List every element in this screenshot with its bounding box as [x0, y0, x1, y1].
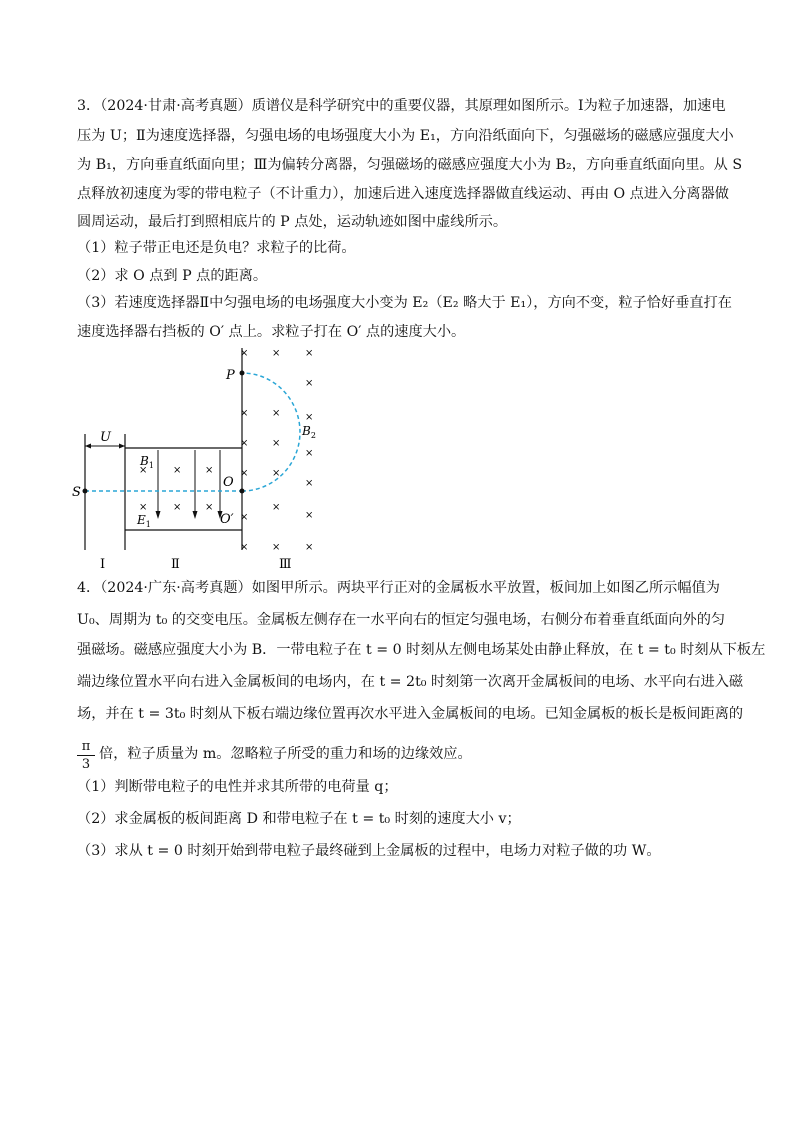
- fraction-numerator: π: [81, 739, 91, 754]
- circular-trajectory: [242, 373, 300, 491]
- point-s: [83, 489, 88, 494]
- q4-subq-2: （2）求金属板的板间距离 D 和带电粒子在 t = t₀ 时刻的速度大小 v；: [77, 811, 521, 827]
- region-label-i: Ⅰ: [100, 557, 106, 572]
- fraction-denominator: 3: [81, 757, 91, 772]
- cross-iii: ×: [305, 510, 314, 521]
- cross-iii: ×: [272, 502, 281, 513]
- u-arrow-left: [85, 444, 91, 449]
- cross-ii-2: ×: [173, 465, 182, 476]
- magnetic-field-crosses: [240, 348, 313, 553]
- q3-line-3: 为 B₁，方向垂直纸面向里；Ⅲ为偏转分离器，匀强磁场的磁感应强度大小为 B₂，方向垂直纸面向里。从 S: [77, 157, 743, 173]
- q3-line-2: 压为 U；Ⅱ为速度选择器，匀强电场的电场强度大小为 E₁，方向沿纸面向下，匀强磁场的磁感应强度大小: [77, 128, 734, 144]
- cross-iii: ×: [240, 512, 249, 523]
- region-label-ii: Ⅱ: [171, 557, 180, 572]
- cross-iii: ×: [305, 448, 314, 459]
- e-field-arrowhead-2: [193, 511, 198, 519]
- cross-iii: ×: [240, 348, 249, 359]
- u-arrow-right: [119, 444, 125, 449]
- q3-subq-2: （2）求 O 点到 P 点的距离。: [77, 268, 268, 284]
- cross-ii-6: ×: [205, 502, 214, 513]
- q4-line-3: 强磁场。磁感应强度大小为 B．一带电粒子在 t = 0 时刻从左侧电场某处由静止释放，在 t = t₀ 时刻从下板左: [77, 642, 766, 658]
- label-o-prime: O′: [220, 512, 234, 527]
- q3-subq-3: （3）若速度选择器Ⅱ中匀强电场的电场强度大小变为 E₂（E₂ 略大于 E₁），方向不变，粒子恰好垂直打在: [77, 295, 732, 311]
- q3-line-5: 圆周运动，最后打到照相底片的 P 点处，运动轨迹如图中虚线所示。: [77, 214, 508, 230]
- q3-subq-1: （1）粒子带正电还是负电？求粒子的比荷。: [77, 240, 356, 256]
- fraction-bar: [77, 755, 95, 756]
- label-b2: $B_2$: [302, 424, 316, 440]
- q3-line-1: 3．（2024·甘肃·高考真题）质谱仪是科学研究中的重要仪器，其原理如图所示。Ⅰ为粒子加速器，加速电: [77, 98, 726, 114]
- q4-subq-1: （1）判断带电粒子的电性并求其所带的电荷量 q；: [77, 779, 398, 795]
- q3-line-4: 点释放初速度为零的带电粒子（不计重力），加速后进入速度选择器做直线运动、再由 O 点进入分离器做: [77, 186, 729, 202]
- q4-line-1: 4．（2024·广东·高考真题）如图甲所示。两块平行正对的金属板水平放置，板间加上如图乙所示幅值为: [77, 580, 720, 596]
- e-field-arrowhead-1: [156, 511, 161, 519]
- cross-ii-3: ×: [205, 465, 214, 476]
- cross-iii: ×: [272, 542, 281, 553]
- cross-ii-1: ×: [139, 465, 148, 476]
- cross-iii: ×: [272, 348, 281, 359]
- label-e1: $E_1$: [137, 513, 151, 529]
- q4-line-5: 场，并在 t = 3t₀ 时刻从下板右端边缘位置再次水平进入金属板间的电场。已知金属板的板长是板间距离的: [77, 706, 744, 722]
- q4-subq-3: （3）求从 t = 0 时刻开始到带电粒子最终碰到上金属板的过程中，电场力对粒子做的功 W。: [77, 843, 661, 859]
- cross-iii: ×: [240, 542, 249, 553]
- cross-iii: ×: [305, 378, 314, 389]
- fraction-pi-over-3: [77, 739, 95, 772]
- label-b1: $B_1$: [140, 454, 154, 470]
- q4-line-4: 端边缘位置水平向右进入金属板间的电场内，在 t = 2t₀ 时刻第一次离开金属板间的电场、水平向右进入磁: [77, 674, 744, 690]
- q4-line-2: U₀、周期为 t₀ 的交变电压。金属板左侧存在一水平向右的恒定匀强电场，右侧分布着垂直纸面向外的匀: [77, 612, 726, 628]
- cross-iii: ×: [305, 412, 314, 423]
- cross-iii: ×: [240, 468, 249, 479]
- q3-subq-3-cont: 速度选择器右挡板的 O′ 点上。求粒子打在 O′ 点的速度大小。: [77, 324, 466, 340]
- label-u: U: [100, 430, 111, 445]
- label-s: S: [72, 485, 81, 500]
- diagram-svg: [60, 338, 360, 578]
- cross-iii: ×: [272, 438, 281, 449]
- cross-iii: ×: [240, 408, 249, 419]
- cross-iii: ×: [305, 348, 314, 359]
- cross-ii-5: ×: [173, 502, 182, 513]
- cross-iii: ×: [272, 468, 281, 479]
- cross-ii-4: ×: [139, 502, 148, 513]
- cross-iii: ×: [305, 478, 314, 489]
- cross-iii: ×: [305, 542, 314, 553]
- point-p: [240, 371, 245, 376]
- region-label-iii: Ⅲ: [279, 557, 292, 572]
- mass-spectrometer-diagram: [60, 338, 360, 578]
- q4-line-6: 倍，粒子质量为 m。忽略粒子所受的重力和场的边缘效应。: [99, 746, 472, 762]
- cross-iii: ×: [272, 408, 281, 419]
- point-o: [240, 489, 245, 494]
- label-o: O: [223, 475, 234, 490]
- cross-iii: ×: [240, 438, 249, 449]
- label-p: P: [226, 368, 235, 383]
